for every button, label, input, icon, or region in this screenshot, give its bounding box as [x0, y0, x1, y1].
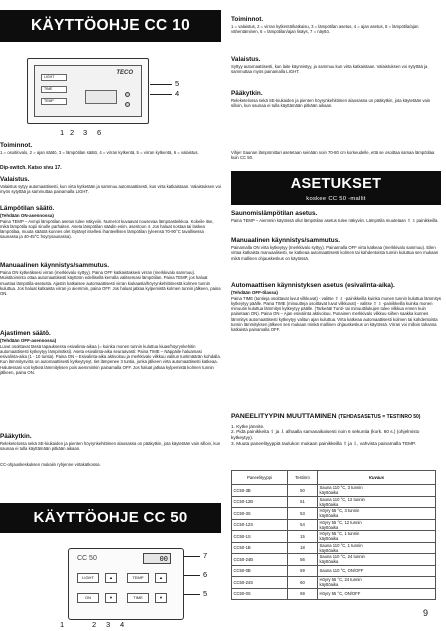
description-cell: [318, 588, 436, 600]
section-heading: Pääkytkin.: [0, 433, 32, 440]
description-line: Höyry 55 °C, 24 tunnin: [319, 577, 362, 583]
table-header: Paneelityyppi: [232, 471, 288, 485]
callout-line: [184, 594, 200, 595]
cc50-up-key: ▲: [105, 573, 117, 583]
cc50-device-illustration: [68, 548, 184, 620]
test-number-cell: 69: [288, 588, 318, 600]
panel-type-cell: CC50-24B: [232, 554, 288, 566]
valaistus-section: [231, 56, 441, 75]
table-row: [232, 531, 436, 543]
table-row: [232, 519, 436, 531]
description-line: käyttöaika: [319, 547, 339, 553]
section-heading: Manuaalinen käynnistys/sammutus.: [0, 262, 110, 269]
section-heading: Valaistus.: [231, 56, 261, 63]
description-line: käyttöaika: [319, 524, 339, 530]
cc50-light-key: LIGHT: [77, 573, 99, 583]
table-header: Kuvaus: [318, 471, 436, 485]
vihje-note: Vihje! Saunan lämpömittari asetetaan seinään noin 70-80 cm korkeudelle, että se osoittaa samaa lämpötilaa kuin CC 50.: [231, 150, 435, 161]
paneelityyppi-heading: PANEELITYYPIN MUUTTAMINEN: [231, 413, 337, 420]
callout-6: 6: [203, 570, 208, 579]
table-row: [232, 496, 436, 508]
table-row: [232, 508, 436, 520]
table-header: Testinro: [288, 471, 318, 485]
description-cell: [318, 485, 436, 497]
description-line: Sauna 110 °C, 3 tunnin: [319, 485, 363, 491]
description-cell: [318, 531, 436, 543]
section-text: 1 = osoitinvalo, 2 = ajan säätö, 3 = lämpötilan säätö, 4 = virran kytkentä, 5 = virran kytkentä, 6 = valaistus.: [0, 150, 199, 155]
section-heading: Toiminnot.: [0, 142, 33, 149]
panel-type-cell: CC50-3S: [232, 508, 288, 520]
test-number-cell: 56: [288, 554, 318, 566]
callout-line: [184, 556, 200, 557]
test-number-cell: 60: [288, 577, 318, 589]
panel-type-cell: CC50-3B: [232, 485, 288, 497]
table-row: [232, 577, 436, 589]
cc10-device-illustration: [27, 58, 149, 124]
callout-1: 1: [60, 620, 65, 629]
section-heading: Toiminnot.: [231, 16, 264, 23]
description-cell: [318, 508, 436, 520]
dip-switch-note: Dip-switch. Katso sivu 17.: [0, 165, 62, 171]
paakytkin-section: [231, 90, 441, 109]
section-heading: Lämpötilan säätö.: [0, 205, 55, 212]
manual-section: [231, 237, 441, 261]
table-header-row: [232, 471, 436, 485]
section-text: Paina TEMP – Aiemmin käytössä ollut lämpötilan asetus tulee näkyviin. Lämpötila muutetaan ⇧ ⇩ painikkeilla.: [231, 218, 439, 223]
section-heading: Pääkytkin.: [231, 90, 263, 97]
section-heading: [231, 413, 441, 422]
section-text: Paina ON kytkeäksesi virran (merkkivalo syttyy). Paina OFF katkaistaksesi virran (merkkivalo sammuu). Muistitoiminto ottaa automaattisesti käyttöön edellisellä kerralla valitsemasi lämpötilan. Paina TEMP, jos haluat muuttaa lämpötila-asetusta. Ajastin katkaisee automaattisesti virran kiukaasta/höyrynkehittimestä kolmen tunnin kuluttua. Jos haluat katkaista virran jo aiemmin, paina OFF. Jos haluat jatkaa kylpemistä kolmen tunnin jälkeen, paina ON.: [0, 270, 221, 296]
title-cc10: KÄYTTÖOHJE CC 10: [0, 10, 221, 42]
description-line: käyttöaika: [319, 559, 339, 565]
ajastin-section: [0, 330, 221, 375]
cc10-time-button: TIME: [41, 86, 67, 93]
callout-6: 6: [97, 128, 102, 137]
table-row: [232, 565, 436, 577]
cc50-down-key: ▼: [105, 593, 117, 603]
callout-4: 4: [175, 89, 180, 98]
table-row: [232, 542, 436, 554]
description-cell: [318, 519, 436, 531]
section-text: Paina TIME (tuntieja osoittavat luvut vilkkuvat) - valitse ⇧ ⇩ -painikkeilla kuinka monen tunnin kuluttua lämmitys kytkeytyy päälle. Paina TIME (minuutteja osoittavat luvut vilkkuvat) - valitse ⇧ ⇩ -painikkeilla kuinka monen minuutin kuluttua lämmitys kytkeytyy päälle. (Tarkeää! Tunti- tai minuuttilukujen tulee vilkkua ennen kuin painetaan ON). Paina ON – Ajan esivalinta aktivoituu. Punainen merkkivalo vilkkuu siihen saakka kunnes lämmitys automaattisesti kytkeytyy valitun ajan kuluttua. Virta katkeaa automaattisesti kolmen tai kahdentoista tunnin lämmityksen jälkeen sen mukaan minkä mallinen ohjauskeskus on käytössä. Virran voi milloin tahansa katkaista painamalla OFF.: [231, 295, 441, 332]
section-heading: Manuaalinen käynnistys/sammutus.: [231, 237, 341, 244]
cc50-on-key: ON: [77, 593, 99, 603]
section-text: Valaistus sytyy automaattisesti, kun virta kytketään ja sammuu automaattisesti, kun virta katkaistaan. Valaistuksen voi myös sytyttää ja sammuttaa painamalla LIGHT.: [0, 184, 221, 195]
table-row: [232, 554, 436, 566]
callout-5: 5: [175, 79, 180, 88]
section-heading: Ajastimen säätö.: [0, 330, 51, 337]
panel-type-cell: CC50-1S: [232, 531, 288, 543]
description-line: Sauna 110 °C, ON/OFF: [319, 568, 364, 574]
test-number-cell: 54: [288, 519, 318, 531]
indicator-led-icon: [125, 102, 130, 107]
panel-type-table: [231, 470, 436, 600]
description-line: Höyry 55 °C, 12 tunnin: [319, 519, 362, 525]
cc50-temp-key: TEMP: [127, 573, 149, 583]
saunomis-section: [231, 210, 441, 223]
description-line: Höyry 55 °C, 1 tunnin: [319, 531, 360, 537]
paakytkin-section: [0, 433, 221, 452]
table-row: [232, 485, 436, 497]
description-line: Sauna 110 °C, 12 tunnin: [319, 496, 365, 502]
step-1: 1. Kytke jännite.: [231, 423, 265, 429]
description-line: käyttöaika: [319, 490, 339, 496]
teco-logo: TECO: [116, 70, 133, 76]
description-line: Sauna 110 °C, 1 tunnin: [319, 542, 363, 548]
toiminnot-section: [0, 142, 221, 155]
callout-4: 4: [120, 620, 125, 629]
paneelityyppi-section: [231, 413, 441, 447]
panel-type-cell: CC50-12B: [232, 496, 288, 508]
callout-3: 3: [83, 128, 88, 137]
section-text: Paina TEMP – Avmpi lämpötilan asetus tulee näkyviin. Numerot kuvaavat nousevaa lämpöasteikkoa. Kokeile itse, mikä lämpötila sopii sinulle parhaiten. Aseta lämpötilan säädin esim. asentoon 4. Jos haluat nostaa tai laskea lämpötilaa, muuta säätöä kunnes olet löytänyt itsellesi ihanteellisen lämpötilan (yleensä 70-90°C tavallisessa saunassa ja 40-45°C höyrysaunassa).: [0, 218, 214, 240]
panel-type-cell: CC50-0B: [232, 565, 288, 577]
cc50-minus-key: ▼: [155, 593, 167, 603]
description-line: käyttöaika: [319, 582, 339, 588]
asetukset-banner: [231, 171, 441, 205]
description-cell: [318, 577, 436, 589]
test-number-cell: 53: [288, 508, 318, 520]
description-cell: [318, 565, 436, 577]
panel-type-cell: CC50-0S: [232, 588, 288, 600]
panel-type-cell: CC50-24S: [232, 577, 288, 589]
cc10-display: [85, 90, 117, 104]
cc50-plus-key: ▲: [155, 573, 167, 583]
toiminnot-section: [231, 16, 441, 35]
description-line: Höyry 55 °C, 3 tunnin: [319, 508, 360, 514]
description-line: käyttöaika: [319, 536, 339, 542]
description-cell: [318, 554, 436, 566]
panel-type-cell: CC50-12S: [232, 519, 288, 531]
section-subheading: (Tehdään OFF-tilassa): [231, 290, 278, 295]
table-row: [232, 588, 436, 600]
section-text: Syttyy automaattisesti, kun laite käynnistyy, ja sammuu kun virta katkaistaan. Valaistuksen voi sytyttää ja sammuttaa myös painamalla LIGHT.: [231, 64, 428, 75]
callout-line: [150, 84, 172, 85]
section-heading: Automaattisen käynnistyksen asetus (esivalinta-aika).: [231, 282, 395, 289]
indicator-led-icon: [125, 92, 130, 97]
callout-1: 1: [60, 128, 65, 137]
asetukset-title: ASETUKSET: [290, 176, 382, 192]
asetukset-subtitle: koskee CC 50 -mallit: [306, 196, 366, 202]
test-number-cell: 51: [288, 496, 318, 508]
cc10-temp-button: TEMP: [41, 98, 67, 105]
lampotila-section: [0, 205, 221, 240]
section-text: Luvut osoittavat tässä tapauksessa esivalinta-aikaa (= kuinka monen tunnin kuluttua kiuas/höyrynkehitin automaattisesti kytkeytyy lämpimäksi). Aseta esivalinta-aika seuraavasti: Paina TIME – Näppäile haluamasi esivalinta-aika (1 - 10 tuntia). Paina ON – Esivalinta-aika aktivoituu ja merkkivalo vilkkuu valitun tuntimäärän kohdalla. Kun lämmitysvirta on automaattisesti kytkeytynyt, tiet lämpenee 3 tuntia, jonka jälkeen virta automaattisesti katkeaa. Halutessasi voit kytkeä lämmityksen pois aiemminkin painamalla OFF. Jos haluat jatkaa kylpemistä kolmen tunnin jälkeen, paina ON.: [0, 343, 221, 375]
callout-line: [184, 575, 200, 576]
cc50-lcd-display: 00: [143, 553, 171, 564]
step-3: 3. Muuta paneelityyppiä taulukon mukaan painikkeilla ⇧ ja ⇩, vahvista painamalla TEMP.: [231, 440, 416, 446]
callout-2: 2: [70, 128, 75, 137]
cc50-time-key: TIME: [127, 593, 149, 603]
description-cell: [318, 542, 436, 554]
section-text: Painamalla ON virta kytkeytyy (merkkivalo syttyy). Painamalla OFF virta katkeaa (merkkivalo sammuu). Eilen virtaa katkaista manuaalisesti, se katkeaa automaattisesti kolmen tai kahdentoista tunnin kuluttua sen mukaan mikä mallinen ohjauskeskus on käytössä.: [231, 245, 439, 261]
callout-line: [150, 94, 172, 95]
section-subheading: (Tehdään ON-asennossa): [0, 213, 54, 218]
cc50-label: CC 50: [77, 555, 97, 562]
description-cell: [318, 496, 436, 508]
callout-3: 3: [106, 620, 111, 629]
section-heading: Saunomislämpötilan asetus.: [231, 210, 318, 217]
test-number-cell: 15: [288, 531, 318, 543]
paneelityyppi-heading-small: (TEHDASASETUS = TESTINRO 50): [338, 414, 421, 420]
section-text: 1 = valaistus, 2 = virran kytkentä/katkaisu, 3 = lämpötilan asetus, 4 = ajan asetus, 5 = lämpötila/ajan vähentäminen, 6 = lämpötilan/ajan lisäys, 7 = näyttö.: [231, 24, 419, 35]
section-subheading: (Tehdään OFF-asennossa): [0, 338, 57, 343]
description-line: Sauna 110 °C, 24 tunnin: [319, 554, 365, 560]
description-line: käyttöaika: [319, 513, 339, 519]
description-line: Höyry 55 °C, ON/OFF: [319, 591, 361, 597]
test-number-cell: 18: [288, 542, 318, 554]
callout-2: 2: [92, 620, 97, 629]
valaistus-section: [0, 176, 221, 195]
step-2: 2. Pidä painikkeita ⇧ ja ⇩ alhaalla samanaikaisesti noin 6 sekuntia (kork. 60 s.) (ohjelmisto kytkeytyy).: [231, 429, 420, 441]
manual-section: [0, 262, 221, 296]
description-line: käyttöaika: [319, 501, 339, 507]
cc10-panel: [34, 65, 142, 117]
callout-7: 7: [203, 551, 208, 560]
table-body: [232, 485, 436, 600]
title-cc50: KÄYTTÖOHJE CC 50: [0, 503, 221, 533]
ohje-note: CC-ohjauskeskuksen mukaiin ryhjenne virtakatkossa.: [0, 462, 101, 467]
test-number-cell: 59: [288, 565, 318, 577]
cc10-light-button: LIGHT: [41, 74, 67, 81]
section-text: Releketelossa sekä SE-kiukaiden ja pienten höyrynkehittimen alaosassa on pääkytkin, jota käytetään vain silloin, kun saunaa ei tulla käyttämään pitkään aikaan.: [0, 441, 221, 452]
section-heading: Valaistus.: [0, 176, 30, 183]
callout-5: 5: [203, 589, 208, 598]
panel-type-cell: CC50-1B: [232, 542, 288, 554]
test-number-cell: 50: [288, 485, 318, 497]
auto-section: [231, 282, 441, 332]
section-text: Releketelossa sekä SE-kiukaiden ja pienten höyrynkehittimen alaosassa on pääkytkin, jota käytetään vain silloin, kun saunaa ei tulla käyttämään pitkään aikaan.: [231, 98, 431, 109]
